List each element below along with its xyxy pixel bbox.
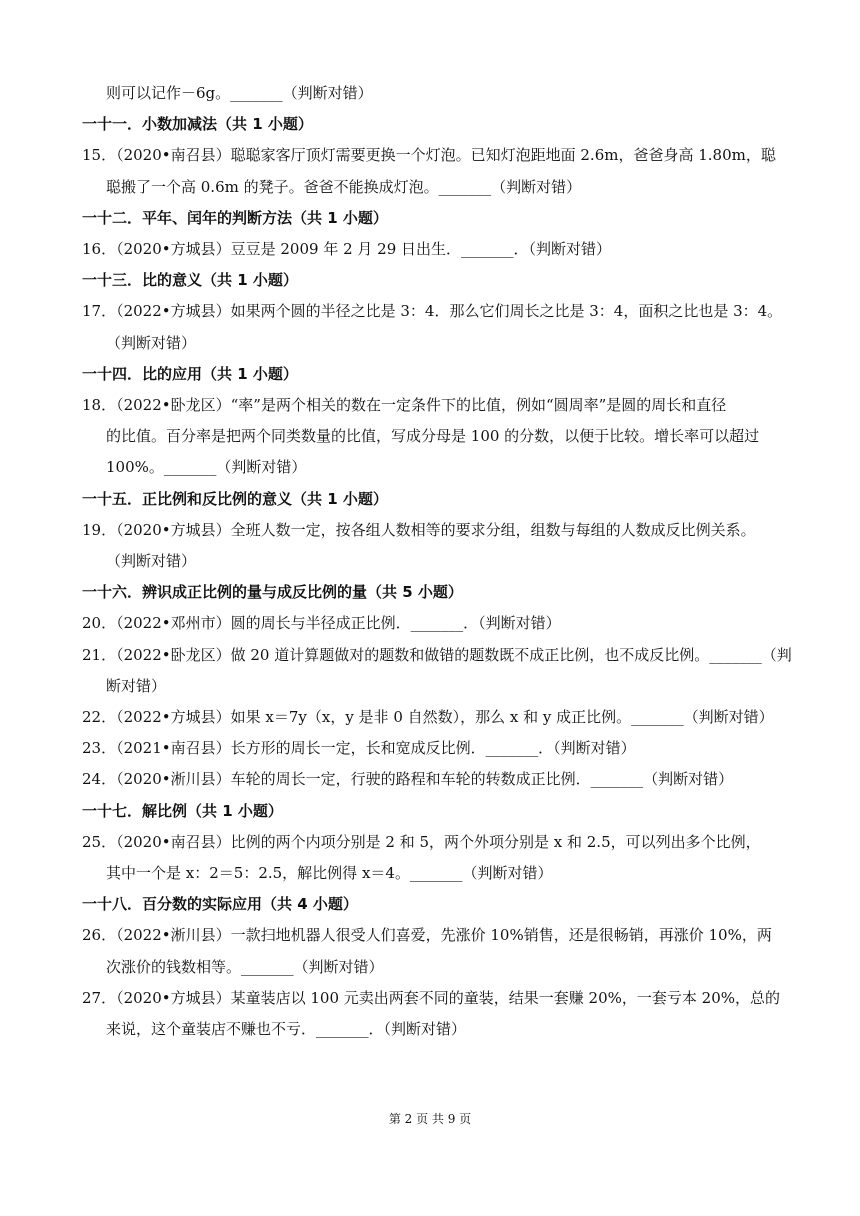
line-13: 一十五．正比例和反比例的意义（共 1 小题） <box>82 489 388 508</box>
question-list <box>82 78 792 1045</box>
line-14: 19．（2020•方城县）全班人数一定，按各组人数相等的要求分组，组数与每组的人数成反比例关系。 <box>82 520 756 539</box>
line-15: （判断对错） <box>106 552 197 571</box>
line-0: 则可以记作－6g。_______（判断对错） <box>106 84 373 102</box>
line-1: 一十一．小数加减法（共 1 小题） <box>82 115 313 134</box>
line-5: 16．（2020•方城县）豆豆是 2009 年 2 月 29 日出生．_______．（判断对错） <box>82 240 612 259</box>
line-6: 一十三．比的意义（共 1 小题） <box>82 271 298 290</box>
line-25: 其中一个是 x：2＝5：2.5，解比例得 x＝4。_______（判断对错） <box>106 864 553 883</box>
line-7: 17．（2022•方城县）如果两个圆的半径之比是 3：4．那么它们周长之比是 3：4，面积之比也是 3：4。 <box>82 302 783 321</box>
line-10: 18．（2022•卧龙区）“率”是两个相关的数在一定条件下的比值，例如“圆周率”是圆的周长和直径 <box>82 396 727 415</box>
line-21: 23．（2021•南召县）长方形的周长一定，长和宽成反比例．_______．（判断对错） <box>82 739 636 758</box>
line-24: 25．（2020•南召县）比例的两个内项分别是 2 和 5，两个外项分别是 x 和 2.5，可以列出多个比例， <box>82 832 761 851</box>
page-footer: 第 2 页 共 9 页 <box>388 1112 472 1126</box>
line-12: 100%。_______（判断对错） <box>106 458 307 477</box>
line-23: 一十七．解比例（共 1 小题） <box>82 801 283 820</box>
line-2: 15．（2020•南召县）聪聪家客厅顶灯需要更换一个灯泡。已知灯泡距地面 2.6m，爸爸身高 1.80m，聪 <box>82 146 776 165</box>
line-30: 来说，这个童装店不赚也不亏．_______．（判断对错） <box>106 1020 467 1039</box>
line-4: 一十二．平年、闰年的判断方法（共 1 小题） <box>82 208 388 227</box>
line-28: 次涨价的钱数相等。_______（判断对错） <box>106 957 384 976</box>
line-9: 一十四．比的应用（共 1 小题） <box>82 364 298 383</box>
line-26: 一十八．百分数的实际应用（共 4 小题） <box>82 895 358 914</box>
line-19: 断对错） <box>106 676 167 695</box>
line-8: （判断对错） <box>106 333 197 352</box>
line-20: 22．（2022•方城县）如果 x＝7y（x，y 是非 0 自然数），那么 x 和 y 成正比例。_______（判断对错） <box>82 708 774 727</box>
line-3: 聪搬了一个高 0.6m 的凳子。爸爸不能换成灯泡。_______（判断对错） <box>106 177 582 196</box>
line-11: 的比值。百分率是把两个同类数量的比值，写成分母是 100 的分数，以便于比较。增长率可以超过 <box>106 427 760 446</box>
line-17: 20．（2022•邓州市）圆的周长与半径成正比例．_______．（判断对错） <box>82 614 561 633</box>
line-18: 21．（2022•卧龙区）做 20 道计算题做对的题数和做错的题数既不成正比例，也不成反比例。_______（判 <box>82 645 792 664</box>
line-29: 27．（2020•方城县）某童装店以 100 元卖出两套不同的童装，结果一套赚 20%，一套亏本 20%，总的 <box>82 988 780 1007</box>
line-16: 一十六．辨识成正比例的量与成反比例的量（共 5 小题） <box>82 583 463 602</box>
line-22: 24．（2020•淅川县）车轮的周长一定，行驶的路程和车轮的转数成正比例．_______（判断对错） <box>82 770 734 789</box>
line-27: 26．（2022•淅川县）一款扫地机器人很受人们喜爱，先涨价 10%销售，还是很畅销，再涨价 10%，两 <box>82 926 772 945</box>
